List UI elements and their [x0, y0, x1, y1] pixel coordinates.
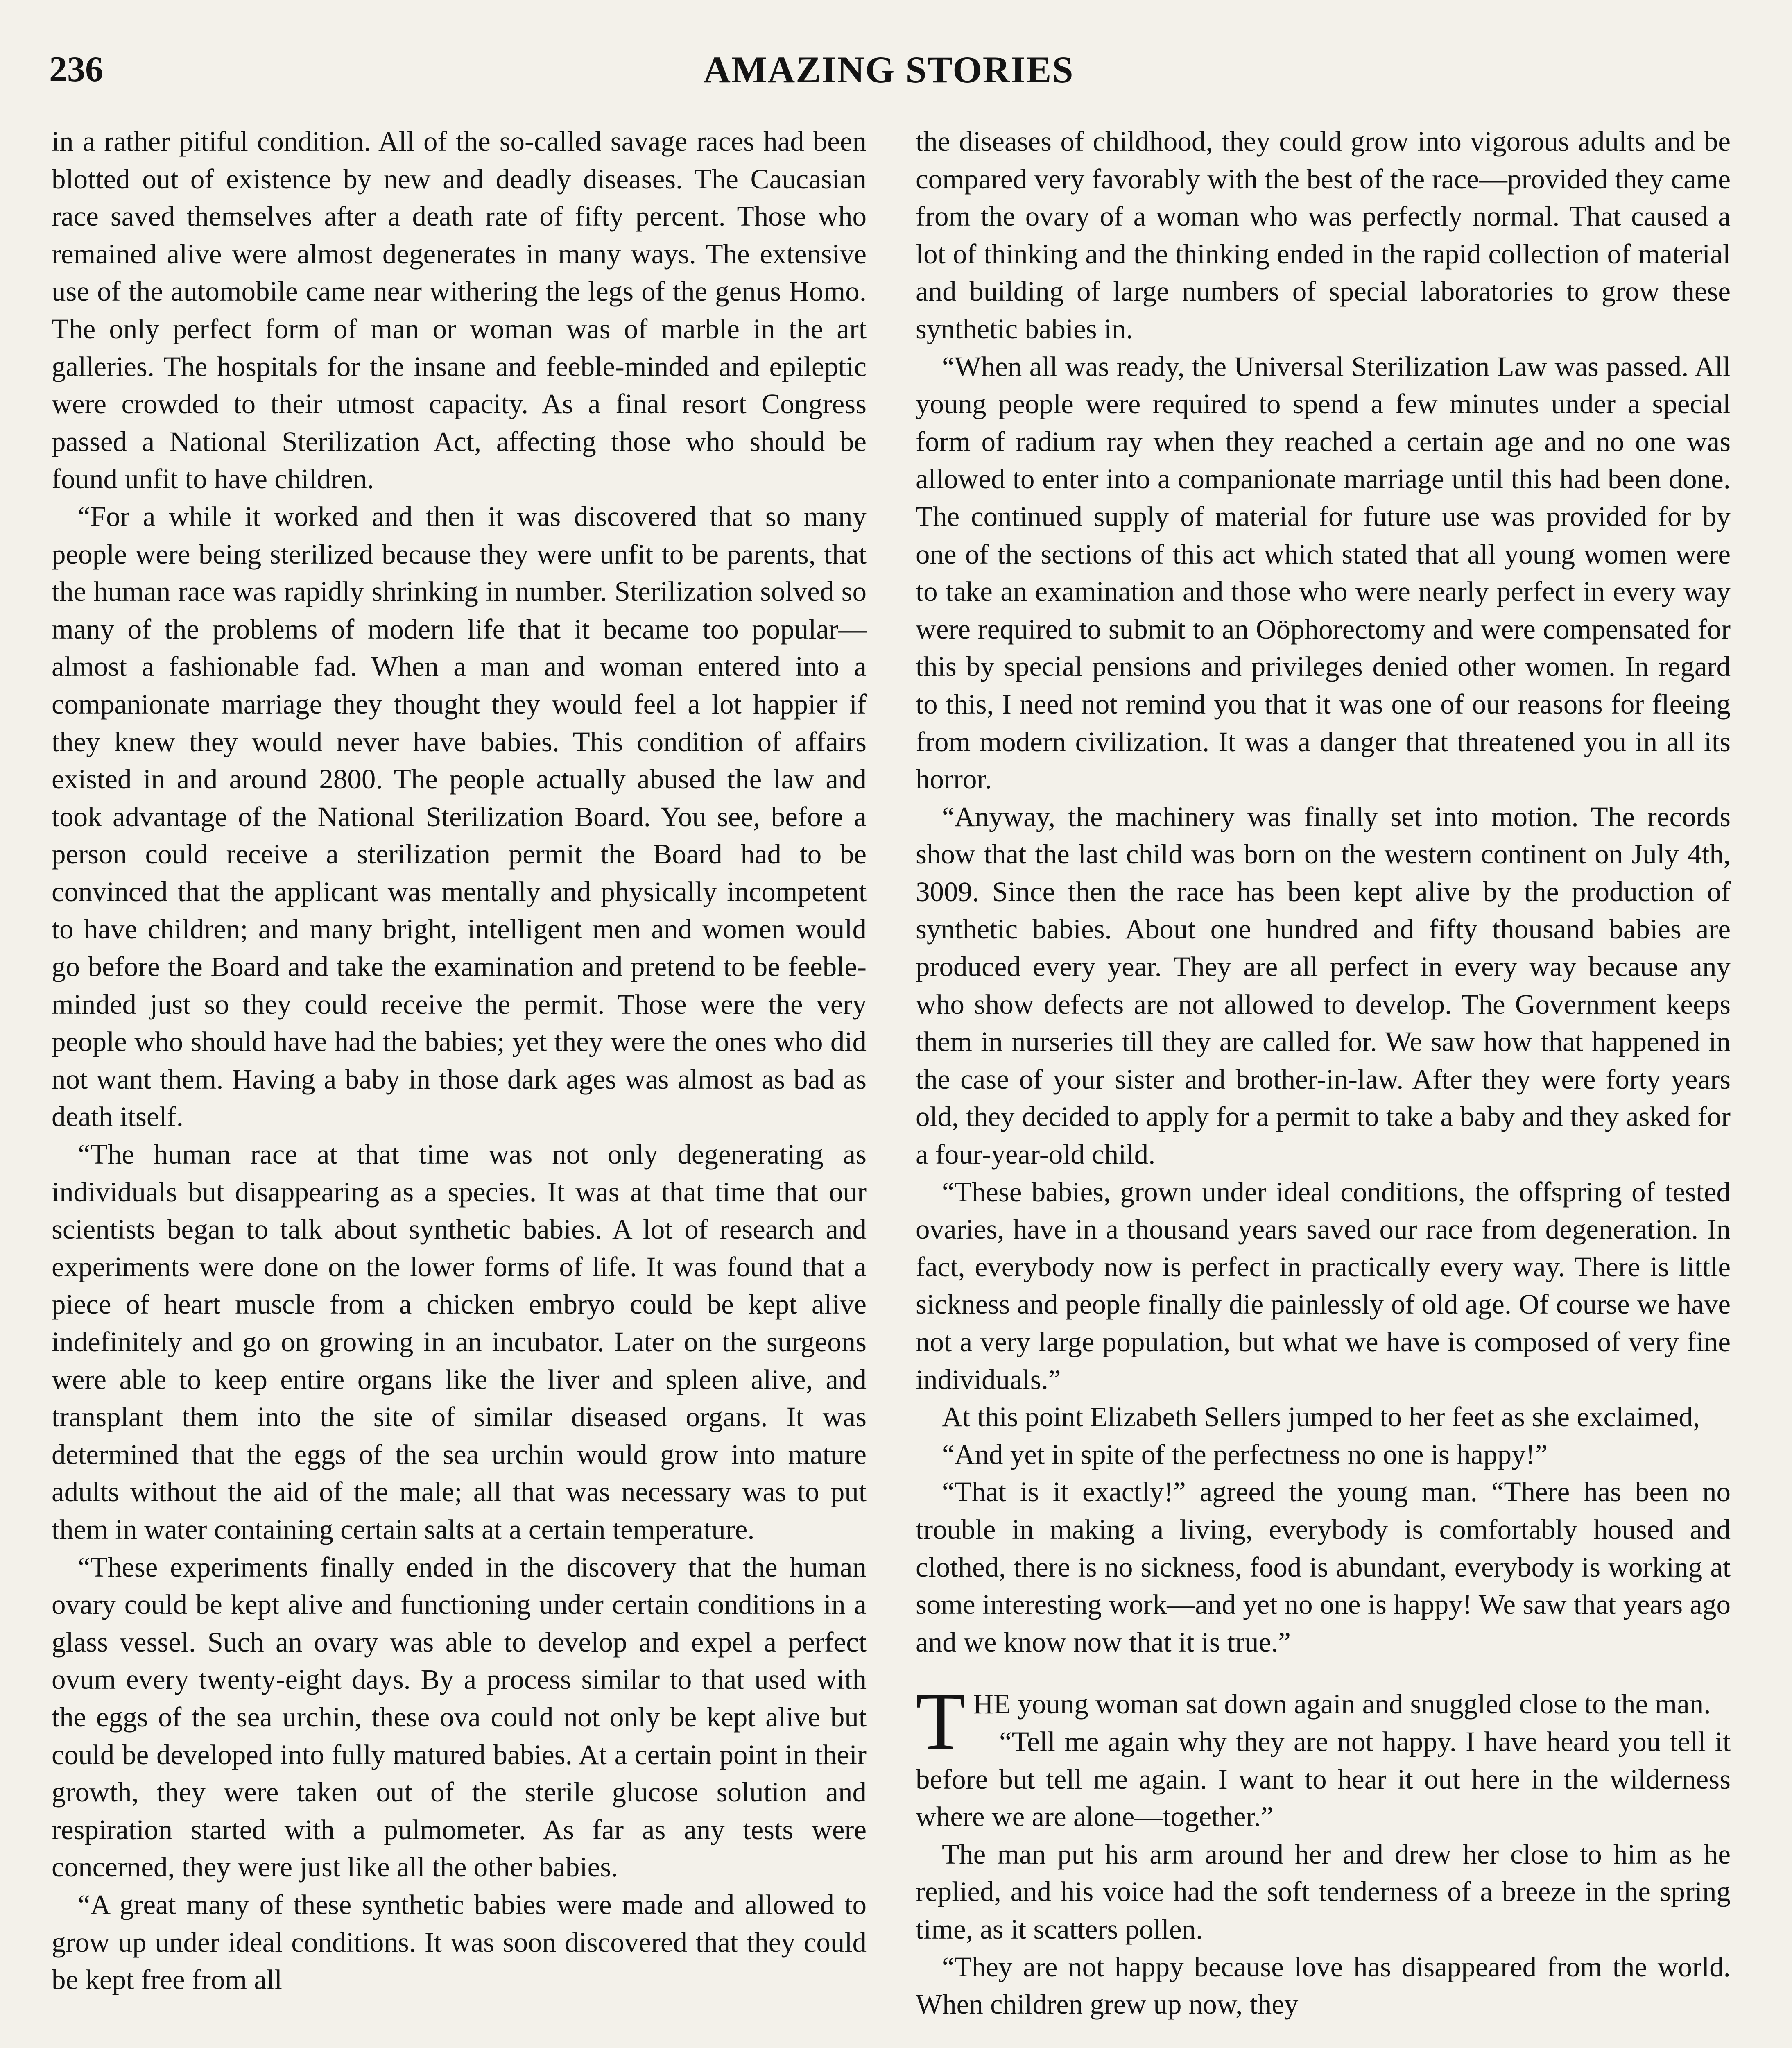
running-head: AMAZING STORIES — [703, 49, 1074, 91]
paragraph: “For a while it worked and then it was discovered that so many people were being sterilized because they were unfit to be parents, that the human race was rapidly shrinking in number. Sterilization solved so many of the problems of modern life that it became too popular—almost a fashionable fad. When a man and woman entered into a companionate marriage they thought they would feel a lot happier if they knew they would never have babies. This condition of affairs existed in and around 2800. The people actually abused the law and took advantage of the National Sterilization Board. You see, before a person could receive a sterilization permit the Board had to be convinced that the applicant was mentally and physically incompetent to have children; and many bright, intelligent men and women would go before the Board and take the examination and pretend to be feeble-minded just so they could receive the permit. Those were the very people who should have had the babies; yet they were the ones who did not want them. Having a baby in those dark ages was almost as bad as death itself. — [52, 501, 867, 1133]
paragraph: At this point Elizabeth Sellers jumped to her feet as she exclaimed, — [942, 1401, 1700, 1433]
paragraph: “A great many of these synthetic babies were made and allowed to grow up under ideal conditions. It was soon discovered that they could be kept free from all — [52, 1889, 867, 1996]
paragraph: “They are not happy because love has disappeared from the world. When children grew up now, they — [916, 1951, 1731, 2020]
drop-cap: T — [916, 1676, 966, 1767]
paragraph: the diseases of childhood, they could grow into vigorous adults and be compared very favorably with the best of the race—provided they came from the ovary of a woman who was perfectly normal. That caused a lot of thinking and the thinking ended in the rapid collection of material and building of large numbers of special laboratories to grow these synthetic babies in. — [916, 126, 1731, 344]
left-column — [52, 123, 867, 2048]
paragraph: “Tell me again why they are not happy. I have heard you tell it before but tell me again. I want to hear it out here in the wilderness where we are alone—together.” — [916, 1726, 1731, 1833]
section-first-text: HE young woman sat down again and snuggled close to the man. — [973, 1688, 1711, 1720]
paragraph: “These babies, grown under ideal conditions, the offspring of tested ovaries, have in a thousand years saved our race from degeneration. In fact, everybody now is perfect in practically every way. There is little sickness and people finally die painlessly of old age. Of course we have not a very large population, but what we have is composed of very fine individuals.” — [916, 1176, 1731, 1395]
right-column — [916, 123, 1731, 2048]
paragraph: “When all was ready, the Universal Sterilization Law was passed. All young people were required to spend a few minutes under a special form of radium ray when they reached a certain age and no one was allowed to enter into a companionate marriage until this had been done. The continued supply of material for future use was provided for by one of the sections of this act which stated that all young women were to take an examination and those who were nearly perfect in every way were required to submit to an Oöphorectomy and were compensated for this by special pensions and privileges denied other women. In regard to this, I need not remind you that it was one of our reasons for fleeing from modern civilization. It was a danger that threatened you in all its horror. — [916, 351, 1731, 795]
paragraph: “And yet in spite of the perfectness no one is happy!” — [942, 1439, 1548, 1470]
paragraph: “The human race at that time was not only degenerating as individuals but disappearing as a species. It was at that time that our scientists began to talk about synthetic babies. A lot of research and experiments were done on the lower forms of life. It was found that a piece of heart muscle from a chicken embryo could be kept alive indefinitely and go on growing in an incubator. Later on the surgeons were able to keep entire organs like the liver and spleen alive, and transplant them into the site of similar diseased organs. It was determined that the eggs of the sea urchin would grow into mature adults without the aid of the male; all that was necessary was to put them in water containing certain salts at a certain temperature. — [52, 1139, 867, 1545]
paragraph: “Anyway, the machinery was finally set into motion. The records show that the last child was born on the western continent on July 4th, 3009. Since then the race has been kept alive by the production of synthetic babies. About one hundred and fifty thousand babies are produced every year. They are all perfect in every way because any who show defects are not allowed to develop. The Government keeps them in nurseries till they are called for. We saw how that happened in the case of your sister and brother-in-law. After they were forty years old, they decided to apply for a permit to take a baby and they asked for a four-year-old child. — [916, 801, 1731, 1170]
page-header — [49, 41, 1728, 98]
section-start-paragraph — [916, 1676, 1731, 1767]
paragraph: “That is it exactly!” agreed the young man. “There has been no trouble in making a living, everybody is comfortably housed and clothed, there is no sickness, food is abundant, everybody is working at some interesting work—and yet no one is happy! We saw that years ago and we know now that it is true.” — [916, 1476, 1731, 1658]
paragraph: “These experiments finally ended in the discovery that the human ovary could be kept alive and functioning under certain conditions in a glass vessel. Such an ovary was able to develop and expel a perfect ovum every twenty-eight days. By a process similar to that used with the eggs of the sea urchin, these ova could not only be kept alive but could be developed into fully matured babies. At a certain point in their growth, they were taken out of the sterile glucose solution and respiration started with a pulmometer. As far as any tests were concerned, they were just like all the other babies. — [52, 1551, 867, 1883]
paragraph: The man put his arm around her and drew her close to him as he replied, and his voice had the soft tenderness of a breeze in the spring time, as it scatters pollen. — [916, 1838, 1731, 1945]
paragraph: in a rather pitiful condition. All of the so-called savage races had been blotted out of existence by new and deadly diseases. The Caucasian race saved themselves after a death rate of fifty percent. Those who remained alive were almost degenerates in many ways. The extensive use of the automobile came near withering the legs of the genus Homo. The only perfect form of man or woman was of marble in the art galleries. The hospitals for the insane and feeble-minded and epileptic were crowded to their utmost capacity. As a final resort Congress passed a National Sterilization Act, affecting those who should be found unfit to have children. — [52, 126, 867, 495]
page-number: 236 — [49, 50, 103, 89]
